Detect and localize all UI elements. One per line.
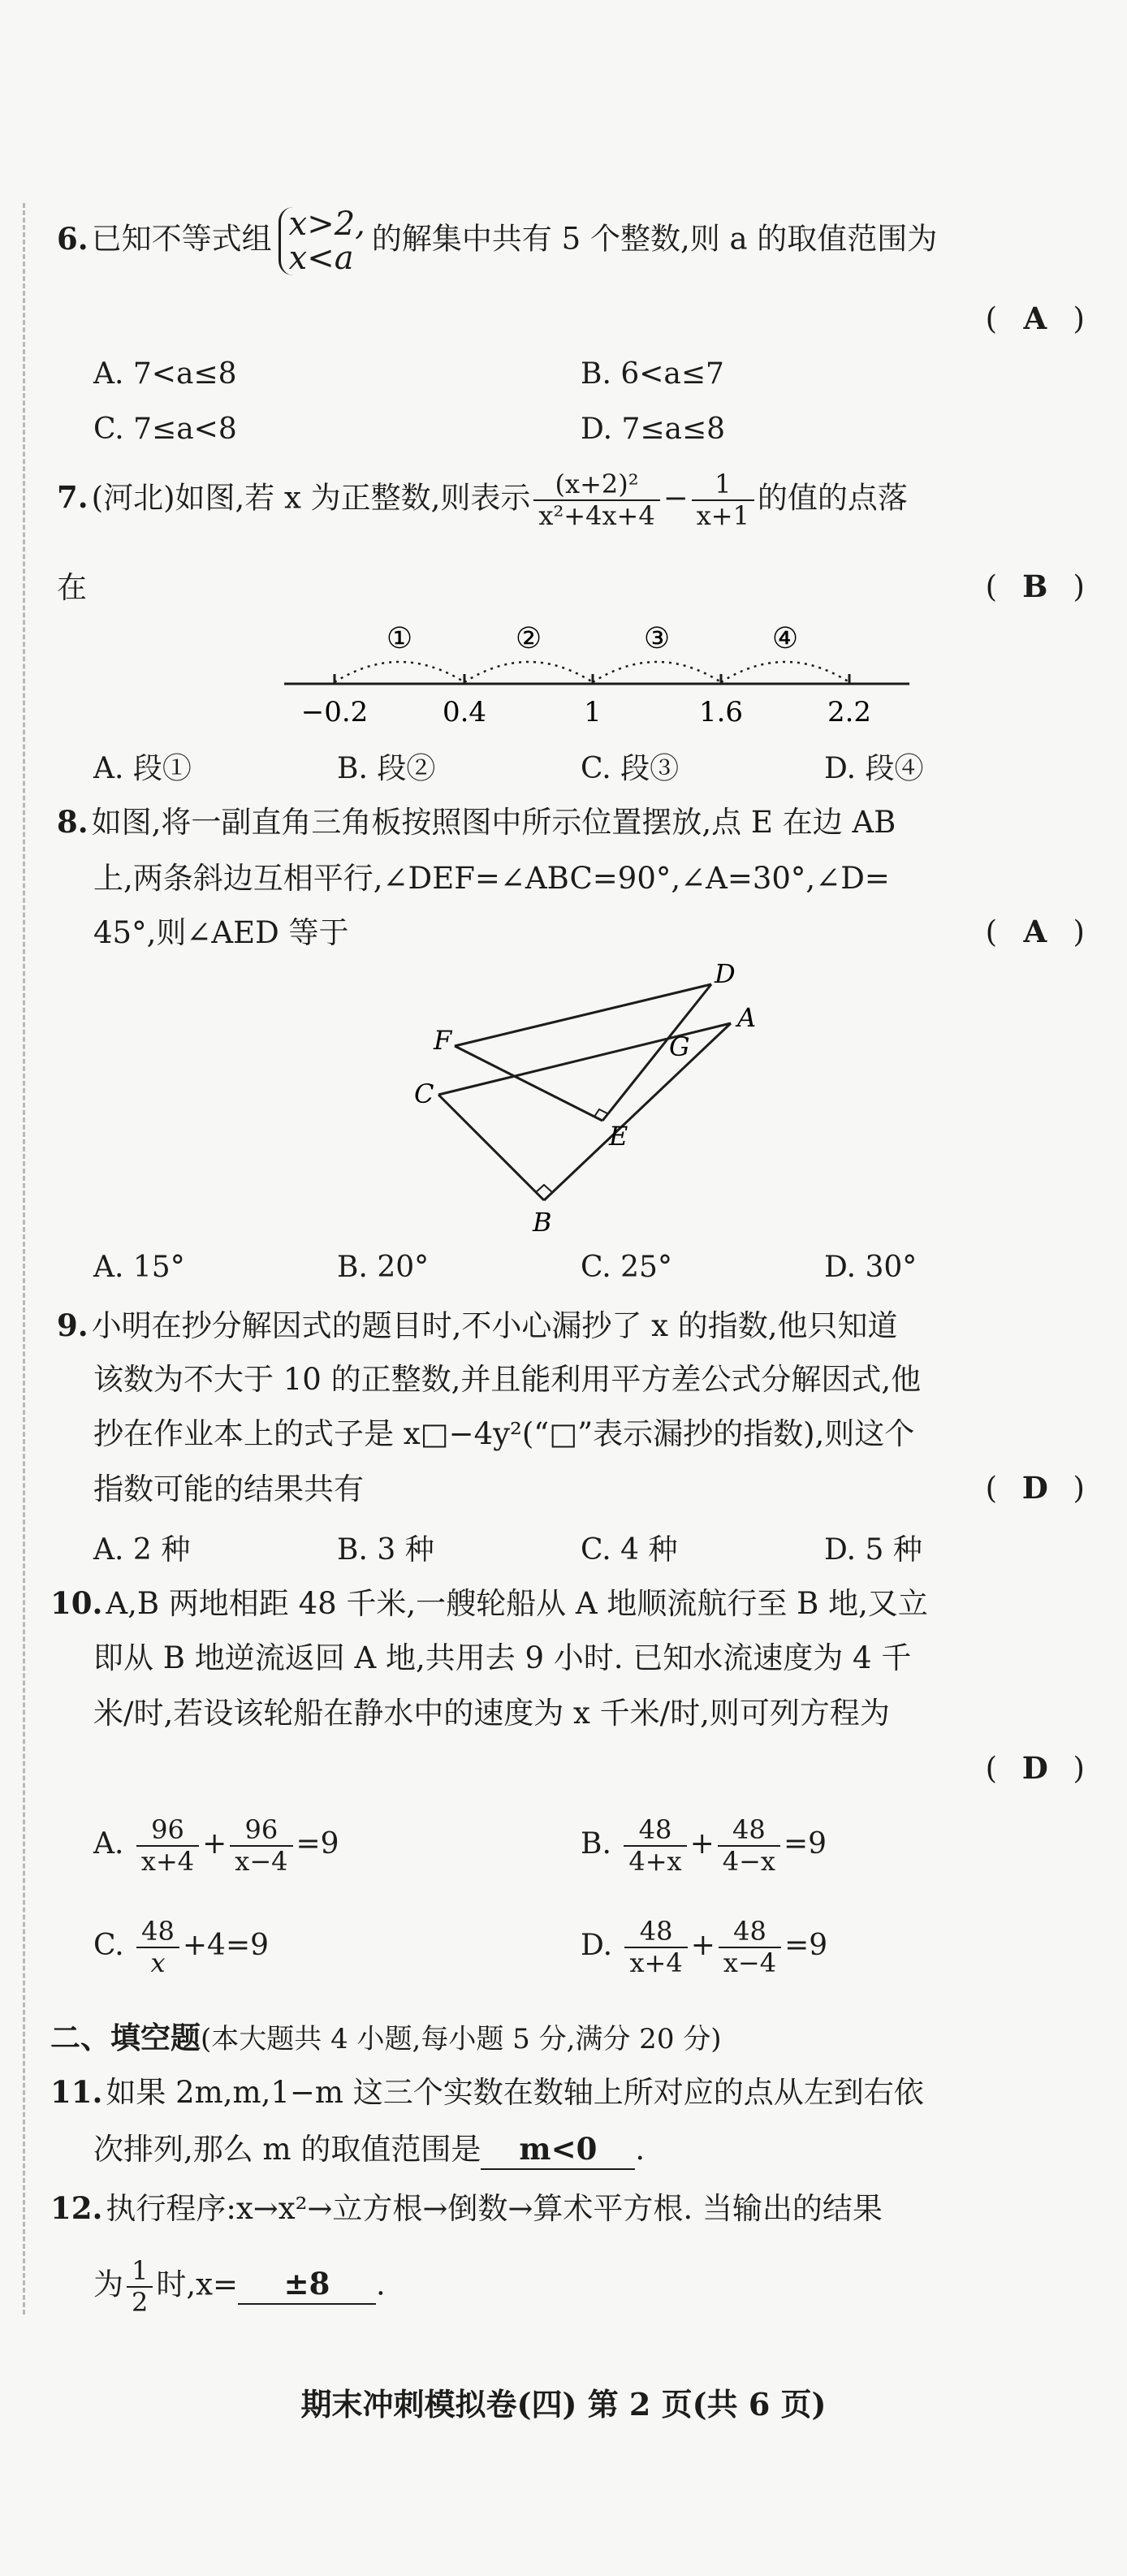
fraction: $\frac{\text{(x+2)²}}{\text{x²+4x+4}}$: [533, 469, 659, 531]
segment-label: ③: [643, 622, 671, 655]
option-c: C. 4 种: [581, 1533, 678, 1567]
point-label-A: A: [737, 1002, 757, 1033]
segment-arc: [464, 662, 593, 682]
question-9-line2: 该数为不大于 10 的正整数,并且能利用平方差公式分解因式,他: [93, 1362, 922, 1397]
question-number: 12.: [50, 2190, 103, 2226]
question-number: 10.: [50, 1585, 103, 1621]
number-line-figure: [268, 617, 918, 739]
option-b: B. $\frac{48}{4+x}$ + $\frac{48}{4-x}$ =9: [581, 1814, 827, 1877]
answer-8: ( A ): [985, 914, 1085, 949]
question-9-line4: 指数可能的结果共有: [93, 1472, 364, 1506]
point-label-D: D: [715, 958, 736, 989]
tick-label: −0.2: [300, 696, 369, 728]
question-10: [50, 1584, 928, 1623]
answer-blank: m<0: [481, 2129, 635, 2170]
question-11-line2: 次排列,那么 m 的取值范围是 m<0 .: [93, 2129, 645, 2170]
option-c: C. 25°: [581, 1251, 672, 1284]
edge-FE: [455, 1046, 602, 1121]
point-label-B: B: [533, 1207, 552, 1238]
point-label-F: F: [434, 1025, 452, 1056]
inequality-system: x>2, x<a: [279, 207, 365, 275]
segment-arc: [335, 662, 464, 682]
section-heading: 二、填空题(本大题共 4 小题,每小题 5 分,满分 20 分): [50, 2020, 722, 2055]
edge-ED: [602, 984, 711, 1121]
segment-arc: [593, 662, 721, 682]
segment-label: ②: [515, 622, 542, 655]
point-label-E: E: [609, 1121, 628, 1152]
option-a: A. 2 种: [93, 1533, 191, 1567]
page-footer: 期末冲刺模拟卷(四) 第 2 页(共 6 页): [300, 2386, 827, 2423]
question-text: 小明在抄分解因式的题目时,不小心漏抄了 x 的指数,他只知道: [91, 1308, 898, 1343]
option-c: C. $\frac{48}{x}$ +4=9: [93, 1916, 270, 1978]
question-number: 8.: [57, 804, 89, 840]
question-7-line2: 在: [57, 570, 87, 605]
option-d: D. $\frac{48}{x+4}$ + $\frac{48}{x-4}$ =9: [581, 1916, 828, 1978]
tick-label: 0.4: [442, 696, 487, 728]
option-d: D. 5 种: [824, 1533, 922, 1567]
question-text: 执行程序:x→x²→立方根→倒数→算术平方根. 当输出的结果: [106, 2191, 883, 2226]
right-angle-mark-B: [536, 1185, 552, 1192]
question-number: 11.: [50, 2074, 103, 2110]
point-label-G: G: [669, 1031, 690, 1062]
answer-7: ( B ): [985, 568, 1085, 604]
question-10-line2: 即从 B 地逆流返回 A 地,共用去 9 小时. 已知水流速度为 4 千: [93, 1640, 912, 1675]
answer-6: ( A ): [985, 300, 1085, 336]
option-c: C. 7≤a<8: [93, 413, 237, 446]
answer-blank: ±8: [238, 2264, 376, 2305]
point-label-C: C: [414, 1078, 434, 1109]
edge-CB: [438, 1095, 544, 1200]
triangle-figure: [390, 958, 779, 1243]
option-b: B. 20°: [337, 1251, 430, 1284]
tick-label: 1: [584, 696, 602, 728]
option-a: A. 段①: [93, 752, 192, 785]
option-b: B. 段②: [337, 752, 436, 785]
question-number: 6.: [57, 220, 89, 257]
question-8-line3: 45°,则∠AED 等于: [93, 915, 349, 950]
option-d: D. 段④: [824, 752, 924, 785]
question-9-line3: 抄在作业本上的式子是 x□−4y²(“□”表示漏抄的指数),则这个: [93, 1416, 915, 1451]
question-text: 的值的点落: [757, 480, 908, 516]
question-7: 7. (河北)如图,若 x 为正整数,则表示 $\frac{\text{(x+2)²}}{\text{x²+4x+4}}$ − $\frac{1}{x+1}$ 的值的点落: [57, 469, 908, 531]
option-b: B. 3 种: [337, 1533, 434, 1567]
question-text: A,B 两地相距 48 千米,一艘轮船从 A 地顺流航行至 B 地,又立: [106, 1586, 928, 1621]
tick-label: 2.2: [827, 696, 872, 728]
question-9: [57, 1306, 898, 1346]
question-text: (河北)如图,若 x 为正整数,则表示: [91, 480, 531, 516]
question-number: 7.: [57, 479, 89, 516]
question-text: 的解集中共有 5 个整数,则 a 的取值范围为: [371, 221, 938, 257]
question-text: 如图,将一副直角三角板按照图中所示位置摆放,点 E 在边 AB: [91, 805, 896, 840]
segment-arc: [721, 662, 849, 682]
question-11: [50, 2072, 924, 2112]
option-d: D. 30°: [824, 1251, 918, 1284]
option-a: A. 15°: [93, 1251, 185, 1284]
question-number: 9.: [57, 1307, 89, 1343]
option-a: A. $\frac{96}{x+4}$ + $\frac{96}{x-4}$ =9: [93, 1814, 339, 1877]
segment-label: ④: [771, 622, 799, 655]
question-12-line2: 为 $\frac{1}{2}$ 时,x= ±8 .: [93, 2255, 386, 2318]
question-text: 已知不等式组: [91, 221, 272, 257]
question-8-line2: 上,两条斜边互相平行,∠DEF=∠ABC=90°,∠A=30°,∠D=: [93, 861, 890, 896]
option-d: D. 7≤a≤8: [581, 413, 726, 446]
answer-10: ( D ): [985, 1750, 1085, 1786]
option-c: C. 段③: [581, 752, 680, 785]
question-10-line3: 米/时,若设该轮船在静水中的速度为 x 千米/时,则可列方程为: [93, 1696, 890, 1731]
option-b: B. 6<a≤7: [581, 357, 724, 391]
question-12: [50, 2189, 883, 2228]
option-a: A. 7<a≤8: [93, 357, 237, 391]
answer-9: ( D ): [985, 1470, 1085, 1506]
segment-label: ①: [386, 622, 413, 655]
question-8: [57, 802, 896, 842]
question-text: 如果 2m,m,1−m 这三个实数在数轴上所对应的点从左到右依: [106, 2075, 924, 2110]
fraction: $\frac{1}{x+1}$: [692, 469, 754, 531]
tick-label: 1.6: [698, 696, 744, 728]
question-6: [57, 207, 937, 275]
edge-BA: [544, 1023, 731, 1200]
